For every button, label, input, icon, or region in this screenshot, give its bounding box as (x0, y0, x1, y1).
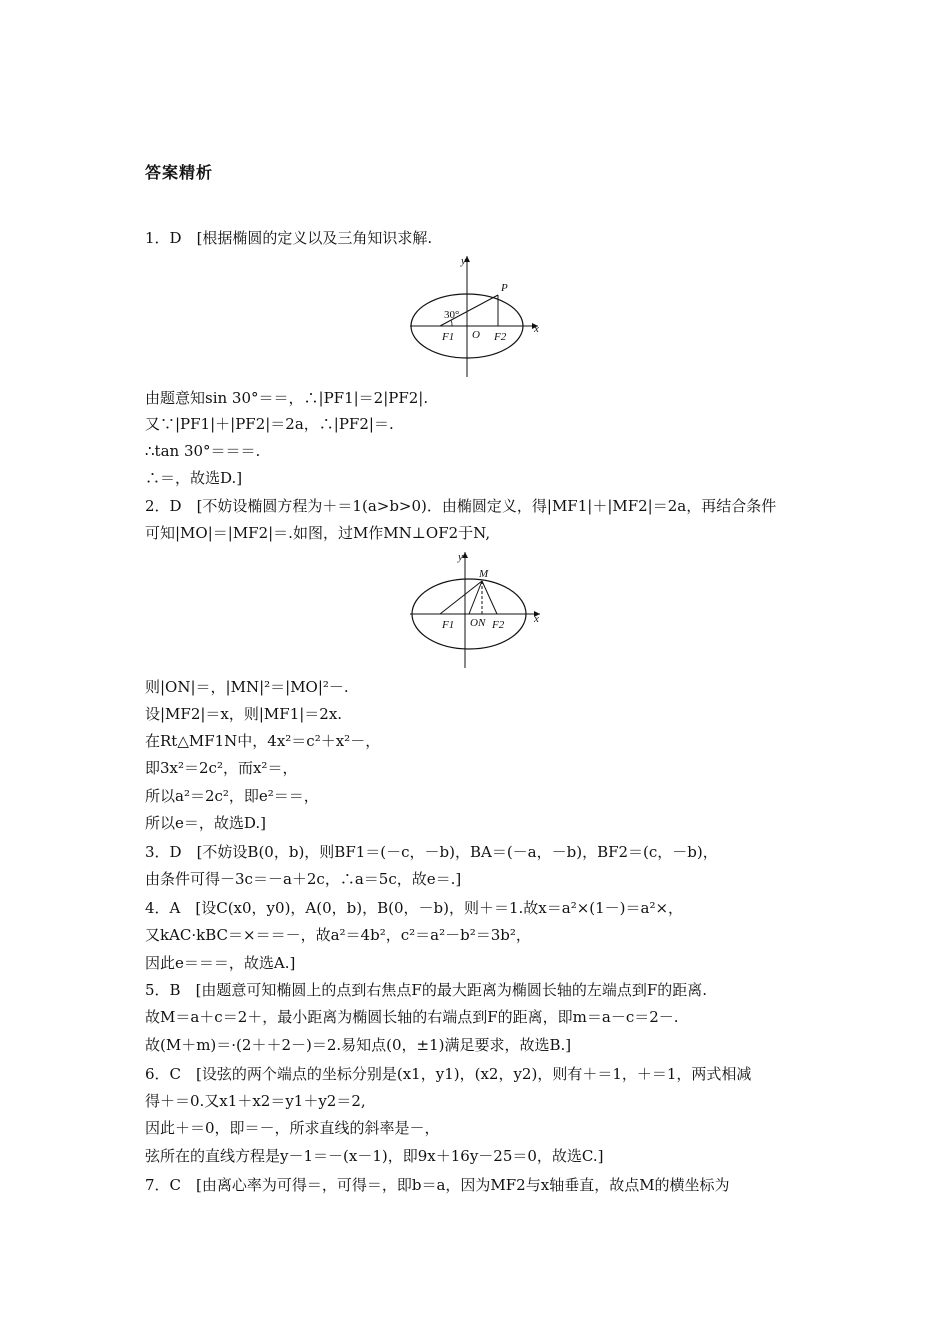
figure2-f1-label: F1 (442, 619, 455, 631)
text-line: 5．B [由题意可知椭圆上的点到右焦点F的最大距离为椭圆长轴的左端点到F的距离. (145, 981, 708, 999)
text-line: 故(M＋m)＝·(2＋＋2－)＝2.易知点(0，±1)满足要求，故选B.] (145, 1036, 572, 1054)
text-line: 则|ON|＝，|MN|²＝|MO|²－. (145, 678, 349, 696)
text-line: 所以e＝，故选D.] (145, 814, 266, 832)
figure1-f1-label: F1 (442, 331, 455, 343)
text-line: 可知|MO|＝|MF2|＝.如图，过M作MN⊥OF2于N, (145, 524, 491, 542)
page-title: 答案精析 (145, 163, 214, 182)
text-line: 因此＋＝0，即＝－，所求直线的斜率是－， (145, 1119, 440, 1137)
text-line: 4．A [设C(x0，y0)，A(0，b)，B(0，－b)，则＋＝1.故x＝a²×(1－)＝a²×， (145, 899, 684, 917)
figure1-x-label: x (534, 323, 539, 335)
text-line: 即3x²＝2c²，而x²＝， (145, 759, 298, 777)
text-line: 得＋＝0.又x1＋x2＝y1＋y2＝2, (145, 1092, 366, 1110)
text-line: 6．C [设弦的两个端点的坐标分别是(x1，y1)，(x2，y2)，则有＋＝1，＋＝1，两式相减 (145, 1065, 752, 1083)
ellipse-figure-2 (400, 548, 550, 672)
text-line: 在Rt△MF1N中，4x²＝c²＋x²－， (145, 732, 381, 750)
text-line: 3．D [不妨设B(0，b)，则BF1＝(－c，－b)，BA＝(－a，－b)，BF2＝(c，－b)， (145, 843, 718, 861)
text-line: 故M＝a＋c＝2＋，最小距离为椭圆长轴的右端点到F的距离，即m＝a－c＝2－. (145, 1008, 679, 1026)
text-line: 又kAC·kBC＝×＝＝－，故a²＝4b²，c²＝a²－b²＝3b²， (145, 926, 531, 944)
text-line: ∴＝，故选D.] (145, 469, 243, 487)
figure2-m-label: M (479, 568, 489, 580)
text-line: 因此e＝＝＝，故选A.] (145, 954, 296, 972)
figure1-angle-label: 30° (444, 309, 460, 321)
figure1-p-label: P (501, 282, 508, 294)
figure1-f2-label: F2 (494, 331, 507, 343)
figure2-x-label: x (534, 613, 539, 625)
text-line: ∴tan 30°＝＝＝. (145, 442, 261, 460)
figure2-y-label: y (458, 551, 463, 563)
ellipse-figure-1 (400, 252, 550, 382)
text-line: 1．D [根据椭圆的定义以及三角知识求解. (145, 229, 433, 247)
figure1-y-label: y (461, 255, 466, 267)
figure1-o-label: O (472, 329, 480, 341)
text-line: 2．D [不妨设椭圆方程为＋＝1(a>b>0)．由椭圆定义，得|MF1|＋|MF2|＝2a，再结合条件 (145, 497, 777, 515)
text-line: 设|MF2|＝x，则|MF1|＝2x. (145, 705, 343, 723)
text-line: 由题意知sin 30°＝＝，∴|PF1|＝2|PF2|. (145, 389, 429, 407)
text-line: 弦所在的直线方程是y－1＝－(x－1)，即9x＋16y－25＝0，故选C.] (145, 1147, 604, 1165)
text-line: 又∵|PF1|＋|PF2|＝2a，∴|PF2|＝. (145, 415, 394, 433)
text-line: 由条件可得－3c＝－a＋2c，∴a＝5c，故e＝.] (145, 870, 462, 888)
text-line: 7．C [由离心率为可得＝，可得＝，即b＝a，因为MF2与x轴垂直，故点M的横坐标为 (145, 1176, 730, 1194)
figure2-on-label: ON (470, 617, 486, 629)
text-line: 所以a²＝2c²，即e²＝＝， (145, 787, 319, 805)
figure2-f2-label: F2 (492, 619, 505, 631)
